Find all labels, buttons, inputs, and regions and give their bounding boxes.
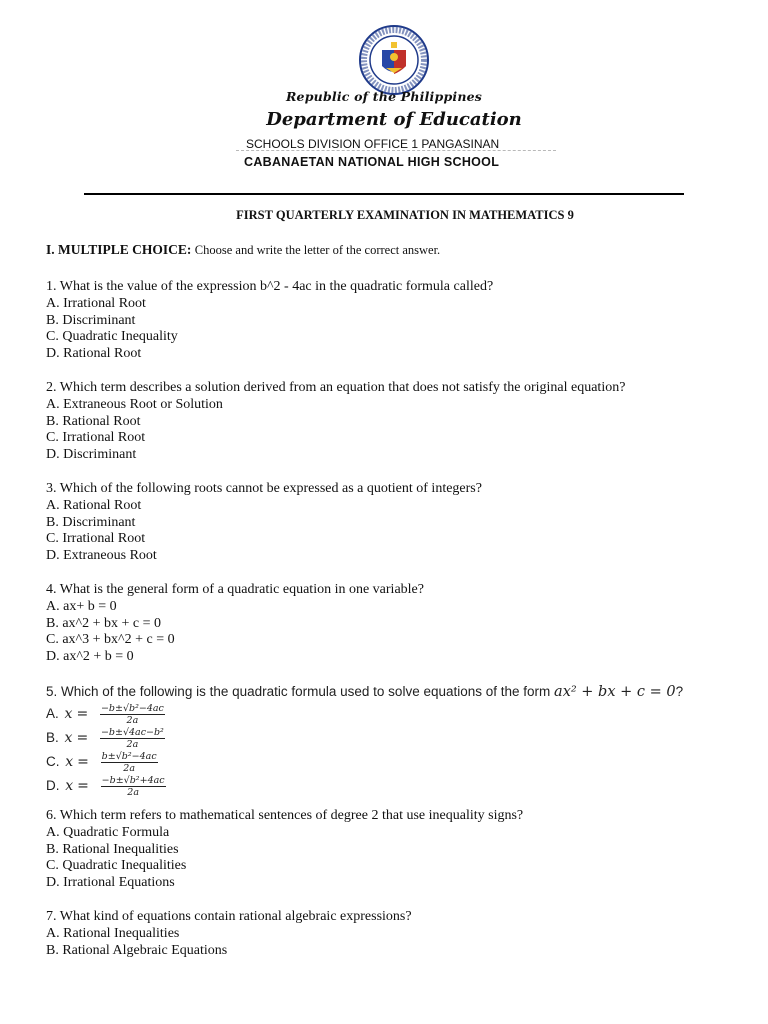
instruction-text: Choose and write the letter of the correct answer. bbox=[194, 243, 441, 257]
header-divider bbox=[84, 193, 684, 195]
equals-sign: = bbox=[77, 778, 89, 795]
instructions bbox=[46, 242, 440, 258]
equals-sign: = bbox=[76, 730, 89, 747]
numerator: −b±√b²+4ac bbox=[101, 774, 165, 786]
variable-x: x bbox=[65, 778, 74, 795]
option-b: B. Discriminant bbox=[46, 514, 136, 530]
denominator: 2a bbox=[126, 738, 139, 750]
option-d: D. Irrational Equations bbox=[46, 875, 175, 891]
option-a: A. Quadratic Formula bbox=[46, 824, 170, 840]
question-1 bbox=[46, 279, 493, 363]
equals-sign: = bbox=[76, 706, 89, 723]
republic-heading: Republic of the Philippines bbox=[285, 89, 483, 104]
option-letter: D. bbox=[46, 778, 60, 794]
option-c: C. Irrational Root bbox=[46, 430, 146, 446]
option-d: D. Rational Root bbox=[46, 346, 142, 362]
question-2 bbox=[46, 380, 625, 464]
formula-fraction bbox=[100, 703, 165, 726]
deped-seal-icon bbox=[358, 24, 430, 96]
option-a: A. Rational Inequalities bbox=[46, 925, 180, 941]
option-a: A. Extraneous Root or Solution bbox=[46, 396, 223, 412]
option-c: C. Quadratic Inequality bbox=[46, 329, 178, 345]
exam-title: FIRST QUARTERLY EXAMINATION IN MATHEMATICS 9 bbox=[236, 208, 574, 222]
option-d: D. Extraneous Root bbox=[46, 548, 157, 564]
question-4 bbox=[46, 582, 424, 666]
question-stem: 1. What is the value of the expression b^2 - 4ac in the quadratic formula called? bbox=[46, 279, 494, 294]
question-stem-text: 5. Which of the following is the quadratic formula used to solve equations of the form bbox=[46, 684, 551, 699]
option-c: C. Quadratic Inequalities bbox=[46, 858, 187, 874]
denominator: 2a bbox=[126, 714, 139, 726]
option-a: A. Irrational Root bbox=[46, 295, 146, 311]
option-c: C. Irrational Root bbox=[46, 531, 146, 547]
option-c bbox=[46, 750, 766, 774]
option-letter: A. bbox=[46, 706, 59, 722]
option-d: D. Discriminant bbox=[46, 447, 137, 463]
equals-sign: = bbox=[77, 754, 89, 771]
option-a: A. Rational Root bbox=[46, 497, 142, 513]
option-letter: B. bbox=[46, 730, 59, 746]
option-d bbox=[46, 774, 766, 798]
option-b: B. Rational Root bbox=[46, 413, 141, 429]
variable-x: x bbox=[64, 706, 73, 723]
numerator: b±√b²−4ac bbox=[101, 750, 157, 762]
option-b: B. Rational Inequalities bbox=[46, 841, 179, 857]
option-d: D. ax^2 + b = 0 bbox=[46, 649, 134, 665]
numerator: −b±√b²−4ac bbox=[100, 702, 164, 714]
formula-fraction bbox=[101, 775, 166, 798]
question-mark: ? bbox=[675, 684, 684, 699]
question-6 bbox=[46, 808, 523, 892]
option-b: B. ax^2 + bx + c = 0 bbox=[46, 615, 162, 631]
option-b: B. Discriminant bbox=[46, 312, 136, 328]
question-stem: 7. What kind of equations contain rational algebraic expressions? bbox=[46, 909, 412, 924]
option-b bbox=[46, 726, 766, 750]
division-office: SCHOOLS DIVISION OFFICE 1 PANGASINAN bbox=[246, 137, 500, 151]
option-a: A. ax+ b = 0 bbox=[46, 598, 117, 614]
department-heading: Department of Education bbox=[266, 109, 522, 130]
option-c: C. ax^3 + bx^2 + c = 0 bbox=[46, 632, 175, 648]
denominator: 2a bbox=[127, 786, 139, 798]
school-name: CABANAETAN NATIONAL HIGH SCHOOL bbox=[244, 155, 500, 169]
question-7 bbox=[46, 909, 412, 959]
question-3 bbox=[46, 481, 482, 565]
question-stem: 4. What is the general form of a quadratic equation in one variable? bbox=[46, 582, 424, 597]
formula-fraction bbox=[100, 727, 165, 750]
question-stem bbox=[46, 682, 766, 702]
section-label: I. MULTIPLE CHOICE: bbox=[46, 242, 192, 257]
formula-fraction bbox=[101, 751, 158, 774]
denominator: 2a bbox=[123, 762, 136, 774]
variable-x: x bbox=[65, 754, 74, 771]
variable-x: x bbox=[64, 730, 73, 747]
numerator: −b±√4ac−b² bbox=[100, 726, 164, 738]
question-stem: 3. Which of the following roots cannot be expressed as a quotient of integers? bbox=[46, 481, 482, 496]
option-a bbox=[46, 702, 766, 726]
option-letter: C. bbox=[46, 754, 60, 770]
question-stem: 6. Which term refers to mathematical sentences of degree 2 that use inequality signs? bbox=[46, 808, 524, 823]
equation-form: ax² + bx + c = 0 bbox=[554, 684, 676, 700]
question-5 bbox=[46, 682, 766, 798]
option-b: B. Rational Algebraic Equations bbox=[46, 942, 228, 958]
question-stem: 2. Which term describes a solution derived from an equation that does not satisfy the original equation? bbox=[46, 380, 626, 395]
